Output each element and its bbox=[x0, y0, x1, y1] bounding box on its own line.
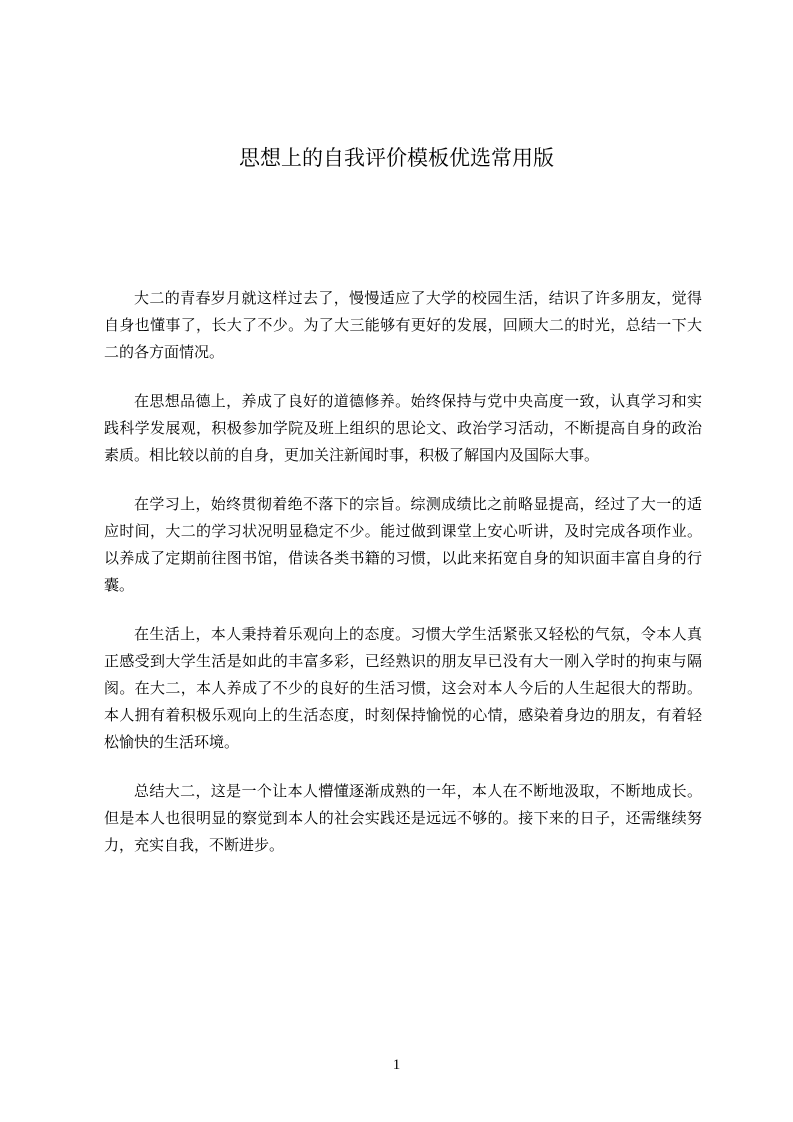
paragraph-study: 在学习上，始终贯彻着绝不落下的宗旨。综测成绩比之前略显提高，经过了大一的适应时间，大二的学习状况明显稳定不少。能过做到课堂上安心听讲，及时完成各项作业。以养成了定期前往图书馆，借读各类书籍的习惯，以此来拓宽自身的知识面丰富自身的行囊。 bbox=[104, 495, 702, 594]
page-number: 1 bbox=[392, 1057, 401, 1073]
paragraph-summary: 总结大二，这是一个让本人懵懂逐渐成熟的一年，本人在不断地汲取，不断地成长。但是本人也很明显的察觉到本人的社会实践还是远远不够的。接下来的日子，还需继续努力，充实自我，不断进步。 bbox=[104, 782, 702, 854]
paragraph-intro: 大二的青春岁月就这样过去了，慢慢适应了大学的校园生活，结识了许多朋友，觉得自身也懂事了，长大了不少。为了大三能够有更好的发展，回顾大二的时光，总结一下大二的各方面情况。 bbox=[104, 289, 702, 361]
document-body bbox=[104, 285, 702, 881]
document-title: 思想上的自我评价模板优选常用版 bbox=[239, 146, 554, 170]
paragraph-life: 在生活上，本人秉持着乐观向上的态度。习惯大学生活紧张又轻松的气氛，令本人真正感受到大学生活是如此的丰富多彩，已经熟识的朋友早已没有大一刚入学时的拘束与隔阂。在大二，本人养成了不少的良好的生活习惯，这会对本人今后的人生起很大的帮助。本人拥有着积极乐观向上的生活态度，时刻保持愉悦的心情，感染着身边的朋友，有着轻松愉快的生活环境。 bbox=[104, 625, 702, 751]
paragraph-moral: 在思想品德上，养成了良好的道德修养。始终保持与党中央高度一致，认真学习和实践科学发展观，积极参加学院及班上组织的思论文、政治学习活动，不断提高自身的政治素质。相比较以前的自身，更加关注新闻时事，积极了解国内及国际大事。 bbox=[104, 392, 702, 464]
